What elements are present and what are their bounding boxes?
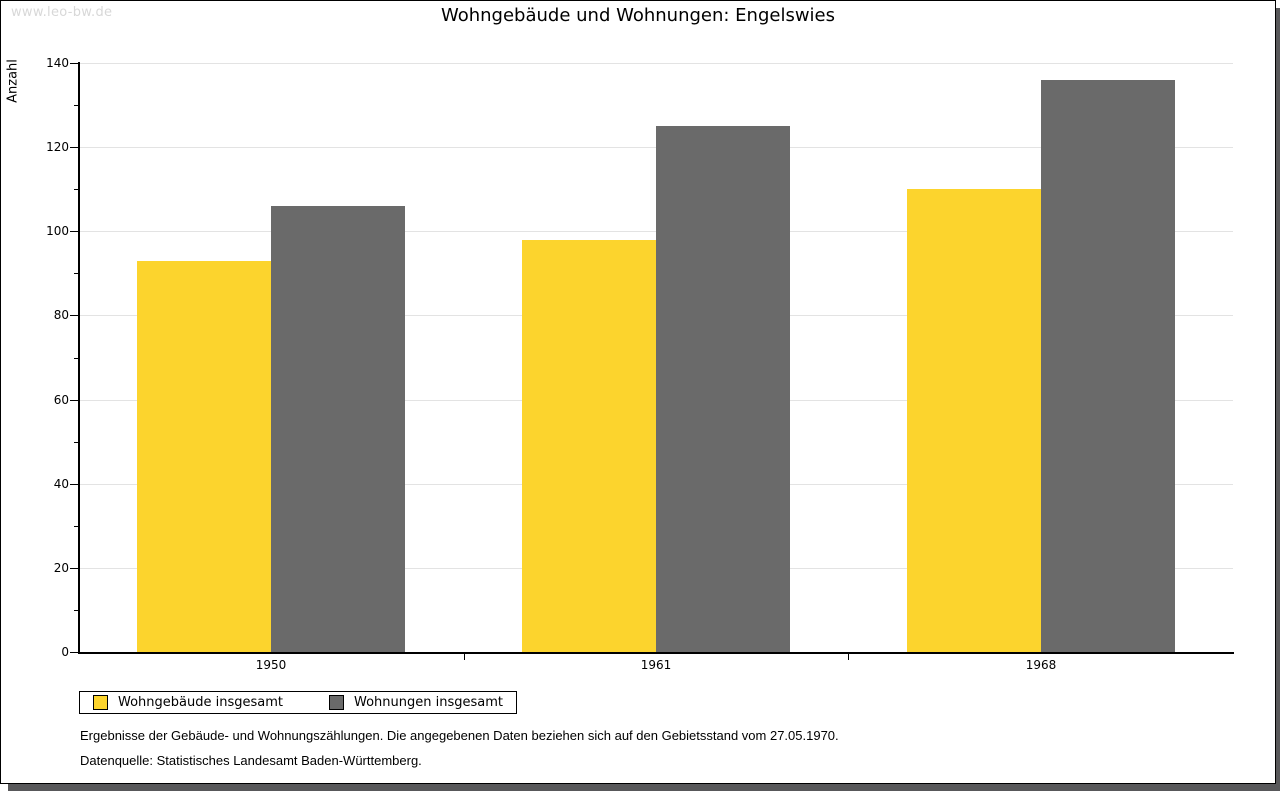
y-axis-label: Anzahl [5,59,21,103]
bar-wohngebaeude-insgesamt-1950 [137,261,271,652]
y-tick-120 [70,147,78,148]
legend-label-wohngebaeude: Wohngebäude insgesamt [118,695,283,710]
y-tick-80 [70,315,78,316]
y-tick-40 [70,484,78,485]
watermark-text: www.leo-bw.de [11,5,113,20]
bar-wohnungen-insgesamt-1968 [1041,80,1175,652]
y-tick-label-40: 40 [53,477,69,491]
legend-item-wohngebaeude [93,695,283,710]
y-tick-label-0: 0 [61,645,69,659]
y-tick-140 [70,63,78,64]
bar-wohnungen-insgesamt-1961 [656,126,790,652]
bar-wohnungen-insgesamt-1950 [271,206,405,652]
x-tick-label-1950: 1950 [255,658,287,672]
chart-title: Wohngebäude und Wohnungen: Engelswies [440,5,836,26]
panel-shadow-bottom [8,784,1280,791]
y-tick-label-100: 100 [46,224,69,238]
y-tick-label-120: 120 [46,140,69,154]
y-axis-line [78,62,80,653]
x-tick-label-1968: 1968 [1025,658,1057,672]
y-tick-100 [70,231,78,232]
y-tick-60 [70,400,78,401]
legend-swatch-yellow [93,695,108,710]
footnote-data-source: Datenquelle: Statistisches Landesamt Baden-Württemberg. [80,753,422,768]
legend-swatch-gray [329,695,344,710]
bar-wohngebaeude-insgesamt-1968 [907,189,1041,652]
gridline-y-140 [80,63,1233,64]
y-tick-label-140: 140 [46,56,69,70]
panel-shadow-right [1276,8,1280,791]
y-tick-label-20: 20 [53,561,69,575]
footnote-survey-info: Ergebnisse der Gebäude- und Wohnungszählungen. Die angegebenen Daten beziehen sich auf den Gebietsstand vom 27.05.1970. [80,728,839,743]
y-tick-20 [70,568,78,569]
x-axis-line [78,652,1234,654]
legend [79,691,517,714]
y-tick-label-80: 80 [53,308,69,322]
legend-label-wohnungen: Wohnungen insgesamt [354,695,503,710]
x-tick-label-1961: 1961 [640,658,672,672]
y-tick-label-60: 60 [53,393,69,407]
plot-area [1,1,1277,785]
legend-item-wohnungen [329,695,503,710]
bar-wohngebaeude-insgesamt-1961 [522,240,656,652]
y-tick-0 [70,652,78,653]
